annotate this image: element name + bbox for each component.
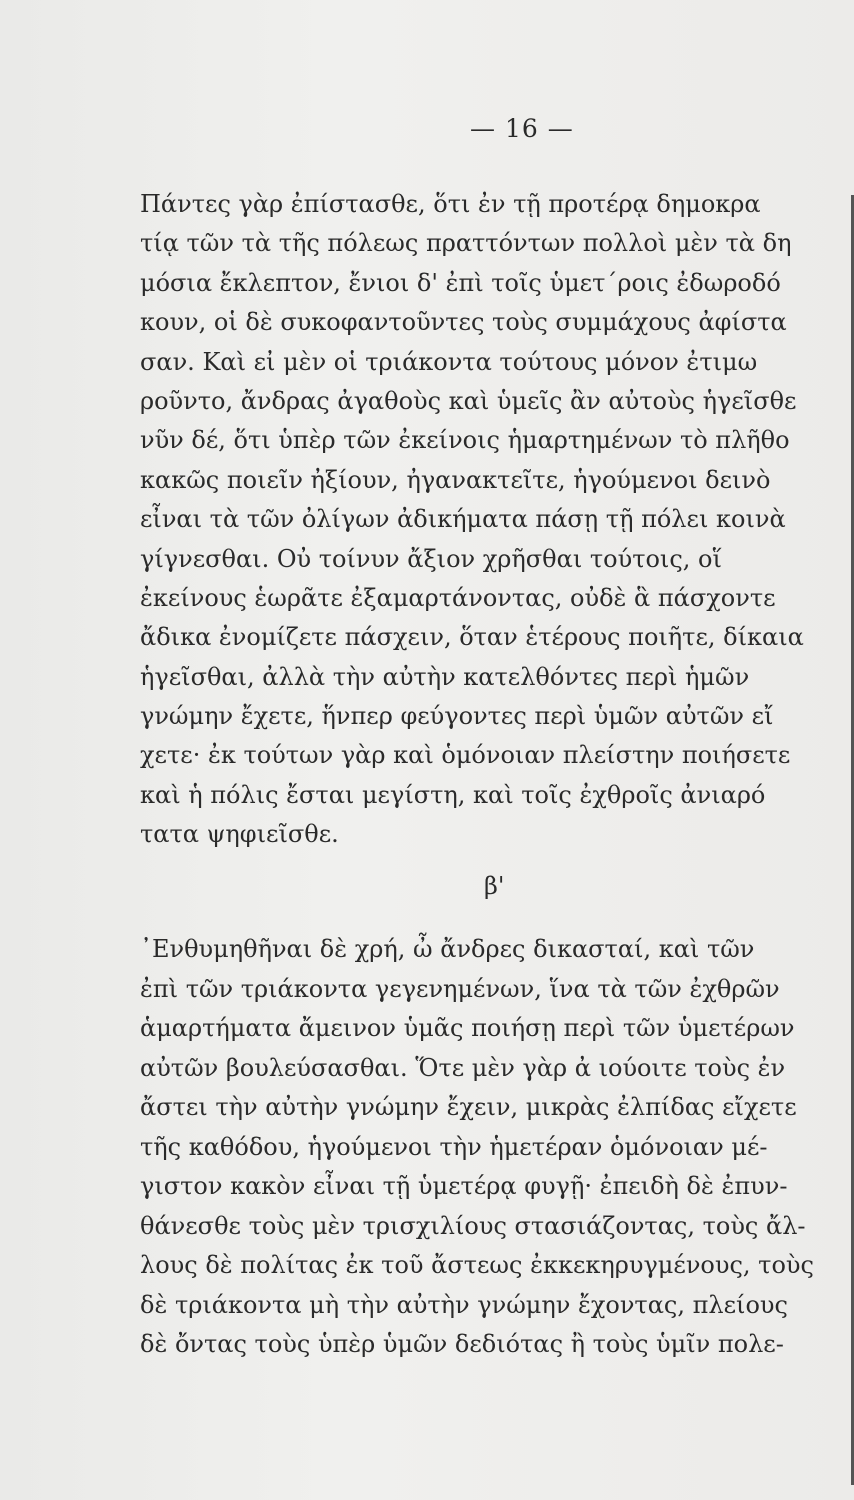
paragraph-1 — [140, 185, 854, 855]
text-line: μόσια ἔκλεπτον, ἔνιοι δ' ἐπὶ τοῖς ὑμετ΄ροις ἐδωροδό — [140, 268, 781, 297]
text-line: ἐκείνους ἑωρᾶτε ἐξαμαρτάνοντας, οὐδὲ ἃ πάσχοντε — [140, 583, 776, 612]
text-line: τίᾳ τῶν τὰ τῆς πόλεως πραττόντων πολλοὶ μὲν τὰ δη — [140, 229, 792, 258]
text-line: ἡγεῖσθαι, ἀλλὰ τὴν αὐτὴν κατελθόντες περὶ ἡμῶν — [140, 662, 750, 691]
text-line: δὲ τριάκοντα μὴ τὴν αὐτὴν γνώμην ἔχοντας, πλείους — [140, 1290, 788, 1319]
paragraph-2 — [140, 930, 854, 1365]
text-line: κουν, οἱ δὲ συκοφαντοῦντες τοὺς συμμάχους ἀφίστα — [140, 308, 787, 337]
text-line: γνώμην ἔχετε, ἥνπερ φεύγοντες περὶ ὑμῶν αὐτῶν εἴ — [140, 702, 774, 731]
text-line: ἐπὶ τῶν τριάκοντα γεγενημένων, ἵνα τὰ τῶν ἐχθρῶν — [140, 974, 780, 1003]
text-line: γιστον κακὸν εἶναι τῇ ὑμετέρᾳ φυγῇ· ἐπειδὴ δὲ ἐπυν- — [140, 1172, 788, 1200]
text-line: ᾿Ενθυμηθῆναι δὲ χρή, ὦ ἄνδρες δικασταί, καὶ τῶν — [140, 935, 755, 963]
text-line: Πάντες γὰρ ἐπίστασθε, ὅτι ἐν τῇ προτέρᾳ δημοκρα — [140, 190, 761, 218]
text-line: ἄδικα ἐνομίζετε πάσχειν, ὅταν ἑτέρους ποιῆτε, δίκαια — [140, 623, 804, 652]
text-line: γίγνεσθαι. Οὐ τοίνυν ἄξιον χρῆσθαι τούτοις, οἵ — [140, 544, 722, 573]
text-line: καὶ ἡ πόλις ἔσται μεγίστη, καὶ τοῖς ἐχθροῖς ἀνιαρό — [140, 780, 766, 809]
text-line: θάνεσθε τοὺς μὲν τρισχιλίους στασιάζοντας, τοὺς ἄλ- — [140, 1211, 806, 1240]
text-line: σαν. Καὶ εἰ μὲν οἱ τριάκοντα τούτους μόνον ἐτιμω — [140, 347, 758, 376]
text-line: τῆς καθόδου, ἡγούμενοι τὴν ἡμετέραν ὁμόνοιαν μέ- — [140, 1132, 768, 1161]
text-line: εἶναι τὰ τῶν ὀλίγων ἀδικήματα πάσῃ τῇ πόλει κοινὰ — [140, 505, 786, 534]
text-line: ροῦντο, ἄνδρας ἀγαθοὺς καὶ ὑμεῖς ἂν αὐτοὺς ἡγεῖσθε — [140, 386, 797, 415]
text-line: κακῶς ποιεῖν ἠξίουν, ἠγανακτεῖτε, ἡγούμενοι δεινὸ — [140, 465, 771, 494]
text-line: ἁμαρτήματα ἄμεινον ὑμᾶς ποιήσῃ περὶ τῶν ὑμετέρων — [140, 1014, 795, 1042]
text-line: ἄστει τὴν αὐτὴν γνώμην ἔχειν, μικρὰς ἐλπίδας εἴχετε — [140, 1093, 797, 1121]
section-marker: β' — [484, 872, 505, 900]
text-line: νῦν δέ, ὅτι ὑπὲρ τῶν ἐκείνοις ἡμαρτημένων τὸ πλῆθο — [140, 426, 790, 455]
text-line: αὐτῶν βουλεύσασθαι. Ὅτε μὲν γὰρ ἀ ιούοιτε τοὺς ἐν — [140, 1053, 786, 1082]
text-line: χετε· ἐκ τούτων γὰρ καὶ ὁμόνοιαν πλείστην ποιήσετε — [140, 741, 791, 770]
page-number: — 16 — — [470, 114, 574, 143]
text-line: λους δὲ πολίτας ἐκ τοῦ ἄστεως ἐκκεκηρυγμένους, τοὺς — [140, 1251, 814, 1279]
text-line: δὲ ὄντας τοὺς ὑπὲρ ὑμῶν δεδιότας ἢ τοὺς ὑμῖν πολε- — [140, 1330, 784, 1358]
text-line: τατα ψηφιεῖσθε. — [140, 820, 339, 849]
